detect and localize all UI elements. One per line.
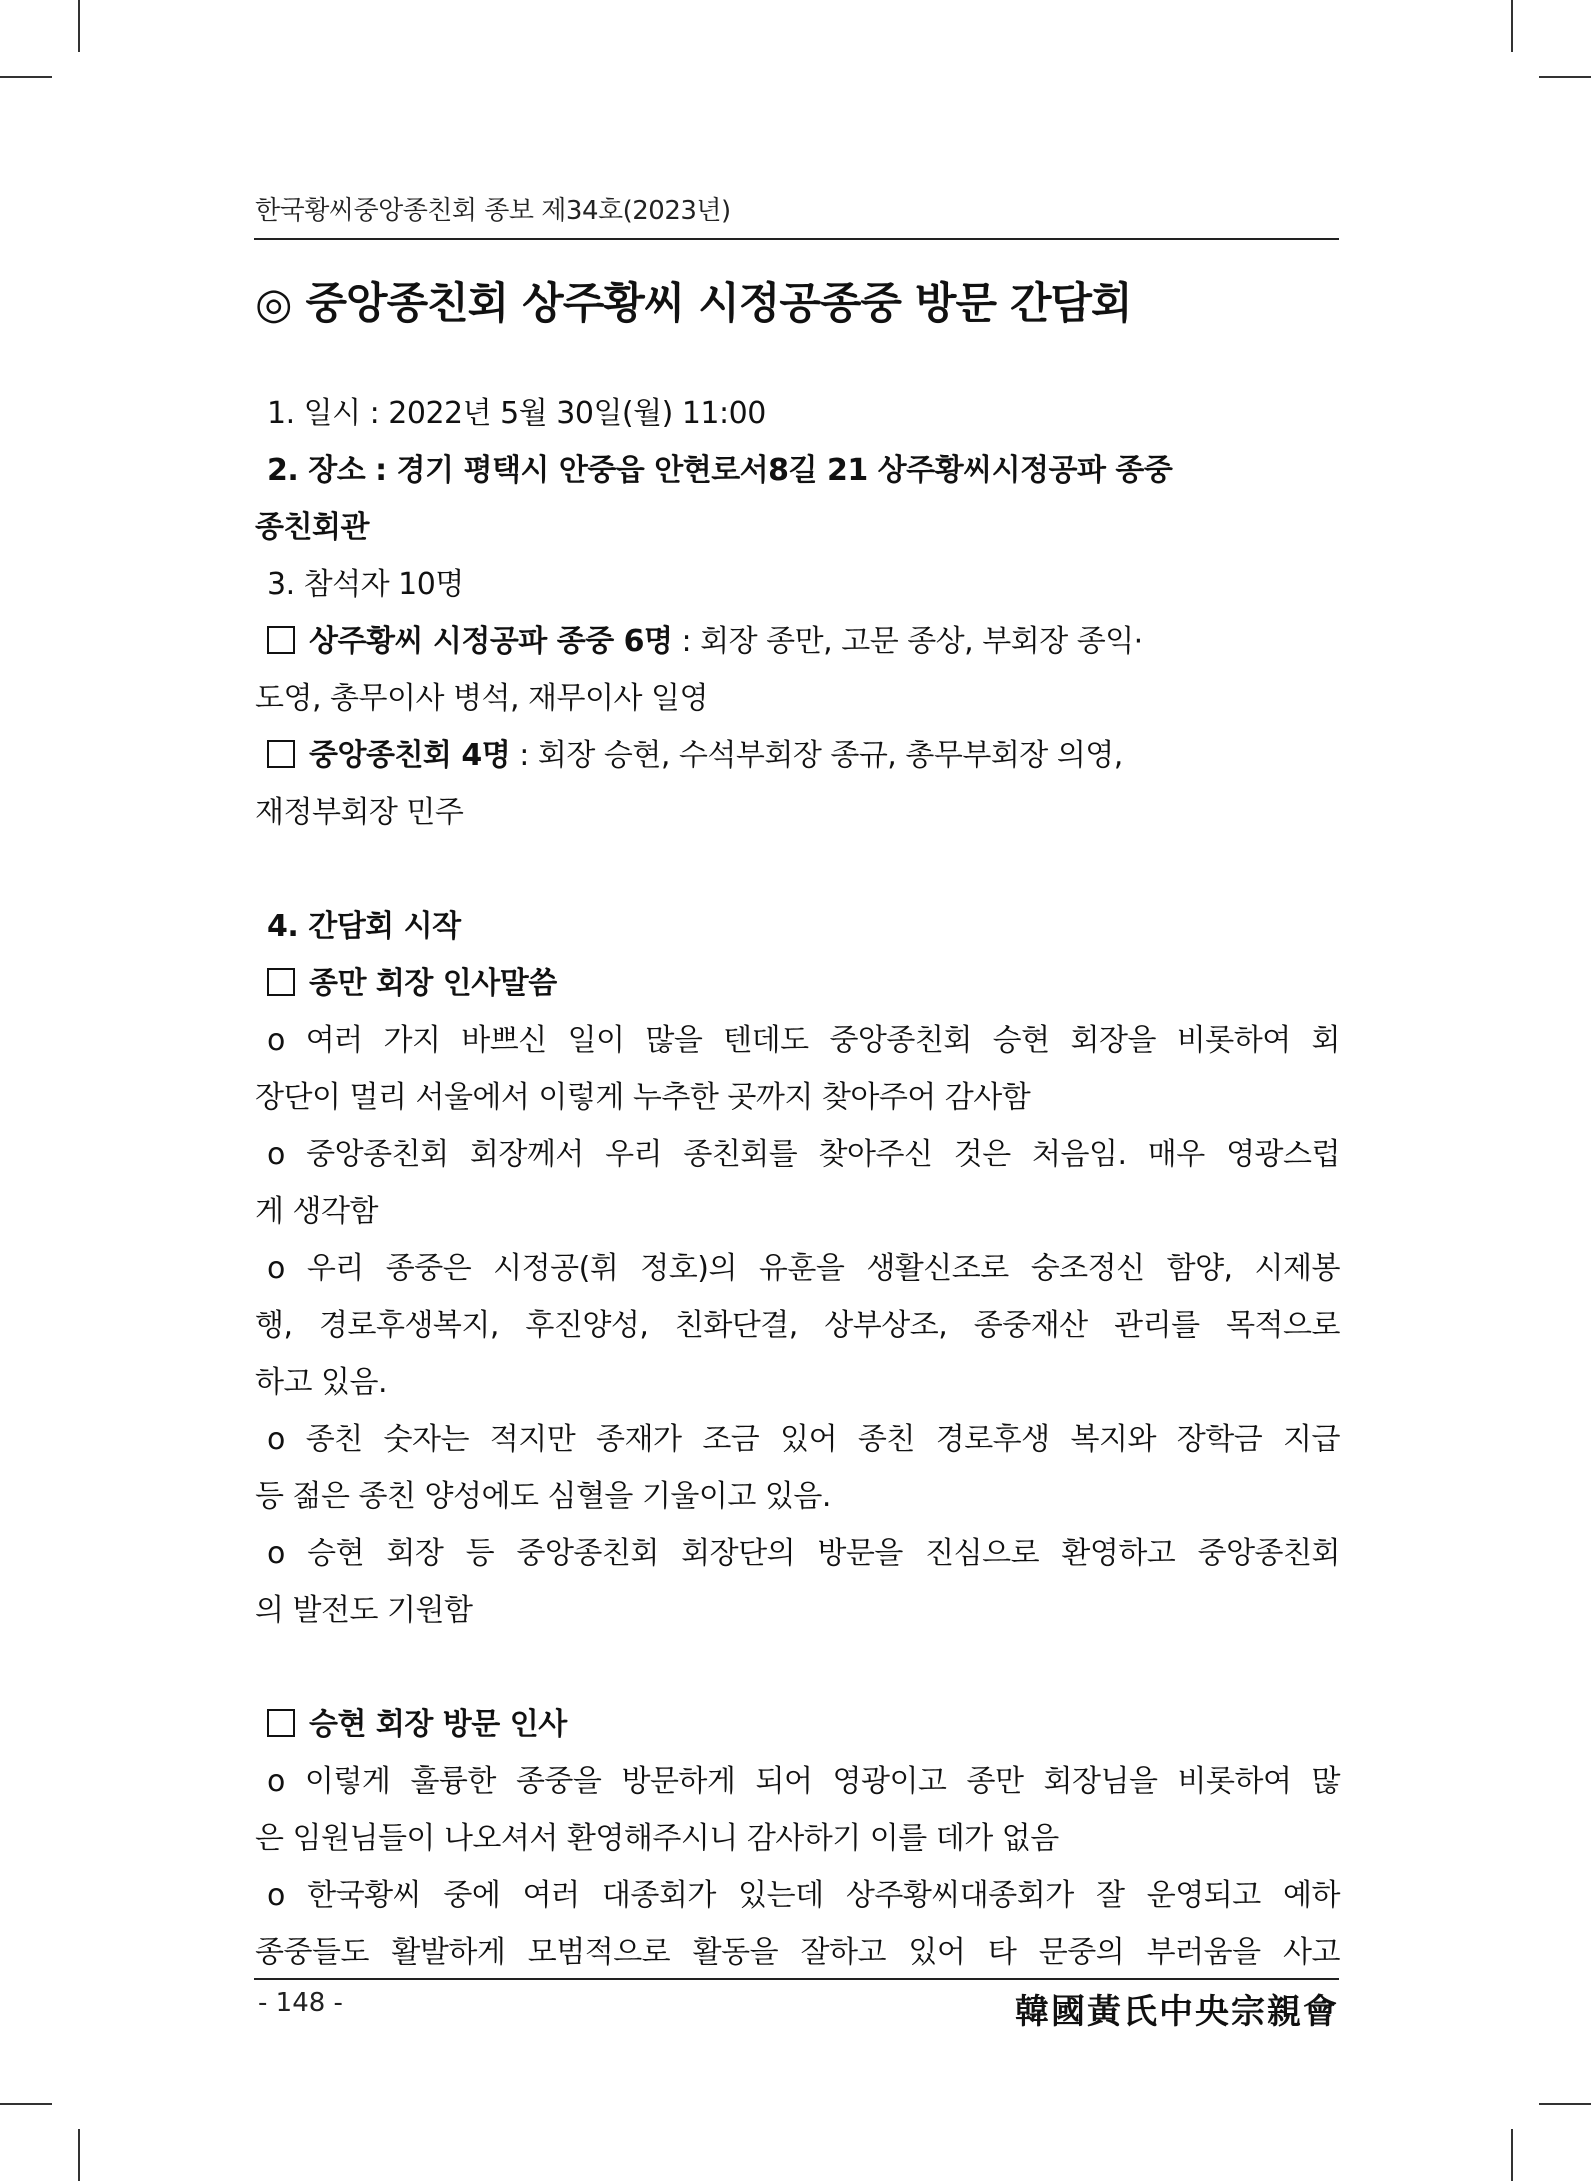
subsection-2-title: 승현 회장 방문 인사: [309, 1707, 567, 1742]
crop-mark: [1511, 2129, 1513, 2181]
crop-mark: [78, 0, 80, 52]
crop-mark: [1511, 0, 1513, 52]
group-1-members-continued: 도영, 총무이사 병석, 재무이사 일영: [255, 681, 708, 716]
organization-name: 韓國黃氏中央宗親會: [1015, 1992, 1339, 2032]
subsection-2: [255, 1696, 1340, 1753]
paragraph-line: 행, 경로후생복지, 후진양성, 친화단결, 상부상조, 종중재산 관리를 목적으로: [255, 1308, 1340, 1343]
footer-divider: [254, 1978, 1339, 1980]
section-4-heading: 4. 간담회 시작: [267, 909, 461, 944]
paragraph-line: 장단이 멀리 서울에서 이렇게 누추한 곳까지 찾아주어 감사함: [255, 1080, 1031, 1115]
attendee-group-2: [255, 727, 1340, 784]
document-body: [255, 385, 1340, 1981]
group-2-members: : 회장 승현, 수석부회장 종규, 총무부회장 의영,: [510, 738, 1123, 773]
crop-mark: [0, 2103, 52, 2105]
paragraph-line: 하고 있음.: [255, 1365, 387, 1400]
page-number: - 148 -: [258, 1988, 343, 2018]
group-1-members: : 회장 종만, 고문 종상, 부회장 종익·: [672, 624, 1143, 659]
item-place-continued: 종친회관: [255, 510, 369, 545]
checkbox-square-icon: [267, 740, 295, 768]
header-divider: [254, 238, 1339, 240]
item-date: 1. 일시 : 2022년 5월 30일(월) 11:00: [267, 396, 766, 431]
paragraph-line: 종중들도 활발하게 모범적으로 활동을 잘하고 있어 타 문중의 부러움을 사고: [255, 1935, 1340, 1970]
crop-mark: [1539, 76, 1591, 78]
paragraph-line: o 우리 종중은 시정공(휘 정호)의 유훈을 생활신조로 숭조정신 함양, 시제봉: [267, 1251, 1340, 1286]
attendee-group-1: [255, 613, 1340, 670]
group-2-members-continued: 재정부회장 민주: [255, 795, 464, 830]
checkbox-square-icon: [267, 968, 295, 996]
spacer: [255, 1639, 1340, 1696]
paragraph-line: 은 임원님들이 나오셔서 환영해주시니 감사하기 이를 데가 없음: [255, 1821, 1059, 1856]
subsection-1-title: 종만 회장 인사말씀: [309, 966, 557, 1001]
group-2-heading: 중앙종친회 4명: [309, 738, 511, 773]
checkbox-square-icon: [267, 1709, 295, 1737]
paragraph-line: o 승현 회장 등 중앙종친회 회장단의 방문을 진심으로 환영하고 중앙종친회: [267, 1536, 1340, 1571]
running-header: 한국황씨중앙종친회 종보 제34호(2023년): [255, 196, 731, 226]
paragraph-line: 의 발전도 기원함: [255, 1593, 473, 1628]
paragraph-line: o 이렇게 훌륭한 종중을 방문하게 되어 영광이고 종만 회장님을 비롯하여 많: [267, 1764, 1340, 1799]
spacer: [255, 841, 1340, 898]
crop-mark: [1539, 2103, 1591, 2105]
subsection-1: [255, 955, 1340, 1012]
crop-mark: [78, 2129, 80, 2181]
paragraph-line: o 중앙종친회 회장께서 우리 종친회를 찾아주신 것은 처음임. 매우 영광스럽: [267, 1137, 1340, 1172]
item-place: 2. 장소 : 경기 평택시 안중읍 안현로서8길 21 상주황씨시정공파 종중: [267, 453, 1173, 488]
paragraph-line: o 여러 가지 바쁘신 일이 많을 텐데도 중앙종친회 승현 회장을 비롯하여 회: [267, 1023, 1340, 1058]
paragraph-line: o 한국황씨 중에 여러 대종회가 있는데 상주황씨대종회가 잘 운영되고 예하: [267, 1878, 1340, 1913]
crop-mark: [0, 76, 52, 78]
checkbox-square-icon: [267, 626, 295, 654]
paragraph-line: o 종친 숫자는 적지만 종재가 조금 있어 종친 경로후생 복지와 장학금 지급: [267, 1422, 1340, 1457]
item-attendees: 3. 참석자 10명: [267, 567, 464, 602]
paragraph-line: 등 젊은 종친 양성에도 심혈을 기울이고 있음.: [255, 1479, 831, 1514]
paragraph-line: 게 생각함: [255, 1194, 378, 1229]
page-title: ◎ 중앙종친회 상주황씨 시정공종중 방문 간담회: [255, 279, 1132, 329]
group-1-heading: 상주황씨 시정공파 종중 6명: [309, 624, 673, 659]
